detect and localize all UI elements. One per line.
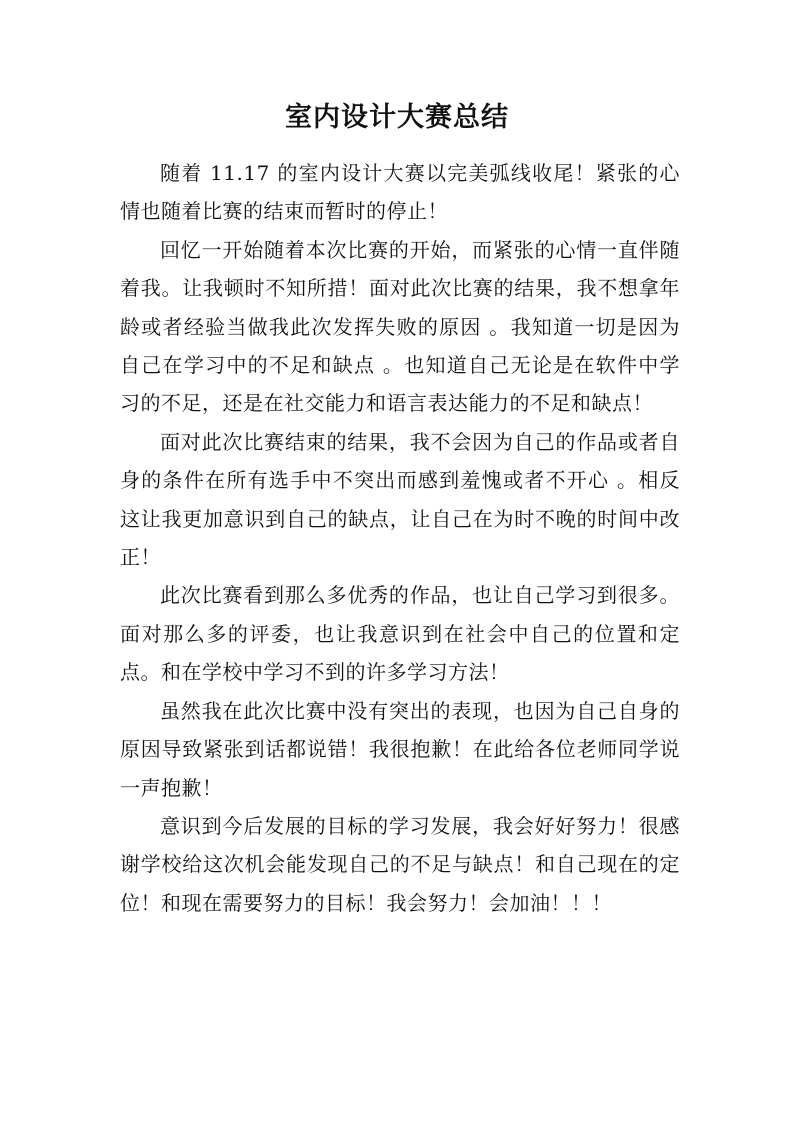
paragraph-2: 回忆一开始随着本次比赛的开始，而紧张的心情一直伴随着我。让我顿时不知所措！面对此次比赛的结果，我不想拿年龄或者经验当做我此次发挥失败的原因 。我知道一切是因为自己在学习中的不足和缺点 。也知道自己无论是在软件中学习的不足，还是在社交能力和语言表达能力的不足和缺点！: [120, 237, 680, 416]
paragraph-1: 随着 11.17 的室内设计大赛以完美弧线收尾！紧张的心情也随着比赛的结束而暂时的停止！: [120, 161, 680, 224]
paragraph-6: 意识到今后发展的目标的学习发展，我会好好努力！很感谢学校给这次机会能发现自己的不足与缺点！和自己现在的定位！和现在需要努力的目标！我会努力！会加油！！！: [120, 813, 680, 915]
paragraph-3: 面对此次比赛结束的结果，我不会因为自己的作品或者自身的条件在所有选手中不突出而感到羞愧或者不开心 。相反这让我更加意识到自己的缺点，让自己在为时不晚的时间中改正！: [120, 429, 680, 570]
paragraph-5: 虽然我在此次比赛中没有突出的表现，也因为自己自身的原因导致紧张到话都说错！我很抱歉！在此给各位老师同学说一声抱歉！: [120, 698, 680, 800]
paragraph-4: 此次比赛看到那么多优秀的作品，也让自己学习到很多。面对那么多的评委，也让我意识到在社会中自己的位置和定点。和在学校中学习不到的许多学习方法！: [120, 583, 680, 685]
document-title: 室内设计大赛总结: [285, 102, 509, 133]
document-body: [120, 154, 680, 922]
